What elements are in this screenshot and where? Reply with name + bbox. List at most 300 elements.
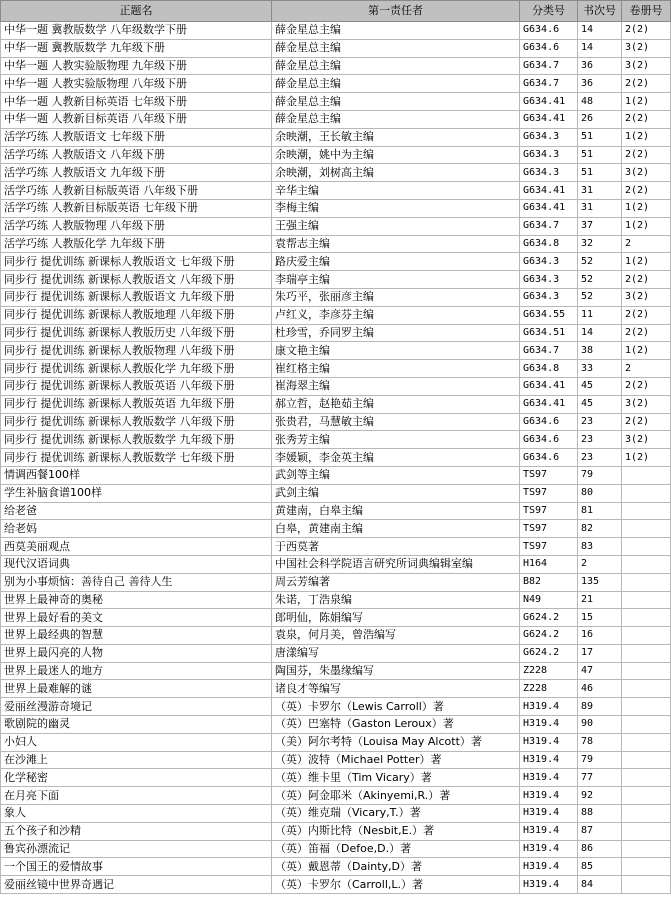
table-row [1,39,671,57]
class-number-cell: H319.4 [520,840,578,858]
table-row [1,57,671,75]
book-number-cell: 46 [578,680,622,698]
author-cell: 薛金星总主编 [272,39,520,57]
title-cell: 中华一题 人教新目标英语 七年级下册 [1,93,272,111]
class-number-cell: H319.4 [520,858,578,876]
header-author: 第一责任者 [272,1,520,22]
title-cell: 爱丽丝镜中世界奇遇记 [1,876,272,894]
table-row [1,306,671,324]
author-cell: 李梅主编 [272,199,520,217]
table-row [1,520,671,538]
class-number-cell: G634.6 [520,22,578,40]
volume-number-cell [622,662,671,680]
table-row [1,769,671,787]
class-number-cell: H164 [520,555,578,573]
book-number-cell: 88 [578,805,622,823]
volume-number-cell [622,609,671,627]
class-number-cell: G634.3 [520,288,578,306]
volume-number-cell: 2(2) [622,182,671,200]
title-cell: 同步行 提优训练 新课标人教版数学 七年级下册 [1,449,272,467]
table-row [1,733,671,751]
volume-number-cell: 3(2) [622,431,671,449]
author-cell: 崔海翠主编 [272,377,520,395]
author-cell: 白皋，黄建南主编 [272,520,520,538]
volume-number-cell: 1(2) [622,217,671,235]
author-cell: 余映潮，姚中为主编 [272,146,520,164]
class-number-cell: G624.2 [520,644,578,662]
volume-number-cell [622,698,671,716]
volume-number-cell: 1(2) [622,93,671,111]
author-cell: （英）波特（Michael Potter）著 [272,751,520,769]
title-cell: 中华一题 冀教版数学 八年级数学下册 [1,22,272,40]
header-volume-number: 卷册号 [622,1,671,22]
title-cell: 活学巧练 人教版语文 七年级下册 [1,128,272,146]
title-cell: 学生补脑食谱100样 [1,484,272,502]
table-row [1,449,671,467]
author-cell: 周云芳编著 [272,573,520,591]
volume-number-cell [622,520,671,538]
title-cell: 同步行 提优训练 新课标人教版物理 八年级下册 [1,342,272,360]
book-number-cell: 31 [578,199,622,217]
book-number-cell: 37 [578,217,622,235]
class-number-cell: H319.4 [520,769,578,787]
class-number-cell: G624.2 [520,627,578,645]
title-cell: 小妇人 [1,733,272,751]
class-number-cell: G634.7 [520,342,578,360]
table-row [1,609,671,627]
book-number-cell: 31 [578,182,622,200]
volume-number-cell [622,466,671,484]
author-cell: 康文艳主编 [272,342,520,360]
table-row [1,680,671,698]
book-number-cell: 78 [578,733,622,751]
author-cell: 张秀芳主编 [272,431,520,449]
title-cell: 活学巧练 人教新目标版英语 八年级下册 [1,182,272,200]
table-row [1,858,671,876]
book-number-cell: 80 [578,484,622,502]
table-row [1,182,671,200]
title-cell: 世界上最经典的智慧 [1,627,272,645]
title-cell: 象人 [1,805,272,823]
volume-number-cell [622,538,671,556]
book-number-cell: 15 [578,609,622,627]
volume-number-cell [622,555,671,573]
book-number-cell: 51 [578,128,622,146]
author-cell: 唐漾编写 [272,644,520,662]
volume-number-cell [622,840,671,858]
volume-number-cell [622,591,671,609]
title-cell: 世界上最难解的谜 [1,680,272,698]
title-cell: 五个孩子和沙精 [1,822,272,840]
title-cell: 一个国王的爱情故事 [1,858,272,876]
table-row [1,431,671,449]
table-row [1,555,671,573]
volume-number-cell [622,751,671,769]
book-number-cell: 14 [578,22,622,40]
book-number-cell: 86 [578,840,622,858]
class-number-cell: TS97 [520,502,578,520]
author-cell: 黄建南，白皋主编 [272,502,520,520]
table-row [1,840,671,858]
volume-number-cell [622,876,671,894]
author-cell: 陶国芬，朱墨缘编写 [272,662,520,680]
author-cell: 薛金星总主编 [272,93,520,111]
class-number-cell: TS97 [520,484,578,502]
book-number-cell: 85 [578,858,622,876]
volume-number-cell: 2(2) [622,413,671,431]
author-cell: 薛金星总主编 [272,22,520,40]
author-cell: 郎明仙，陈娟编写 [272,609,520,627]
author-cell: 王强主编 [272,217,520,235]
author-cell: 余映潮，刘树高主编 [272,164,520,182]
class-number-cell: H319.4 [520,733,578,751]
class-number-cell: G634.6 [520,449,578,467]
volume-number-cell: 2(2) [622,75,671,93]
author-cell: 诸良才等编写 [272,680,520,698]
author-cell: 朱诺，丁浩泉编 [272,591,520,609]
book-number-cell: 32 [578,235,622,253]
book-number-cell: 82 [578,520,622,538]
author-cell: 辛华主编 [272,182,520,200]
book-number-cell: 77 [578,769,622,787]
table-row [1,716,671,734]
author-cell: 袁泉，何月美，曾浩编写 [272,627,520,645]
title-cell: 给老爸 [1,502,272,520]
class-number-cell: H319.4 [520,822,578,840]
table-row [1,698,671,716]
table-row [1,288,671,306]
volume-number-cell: 2(2) [622,324,671,342]
class-number-cell: G634.6 [520,431,578,449]
book-number-cell: 45 [578,395,622,413]
class-number-cell: Z228 [520,680,578,698]
table-row [1,93,671,111]
volume-number-cell: 2 [622,360,671,378]
class-number-cell: G634.7 [520,57,578,75]
title-cell: 活学巧练 人教版语文 八年级下册 [1,146,272,164]
author-cell: （英）巴塞特（Gaston Leroux）著 [272,716,520,734]
author-cell: （英）笛福（Defoe,D.）著 [272,840,520,858]
book-number-cell: 26 [578,110,622,128]
table-row [1,502,671,520]
volume-number-cell [622,627,671,645]
title-cell: 世界上最好看的美文 [1,609,272,627]
author-cell: 郝立哲，赵艳茹主编 [272,395,520,413]
book-number-cell: 11 [578,306,622,324]
author-cell: 崔红格主编 [272,360,520,378]
table-row [1,253,671,271]
title-cell: 世界上最闪亮的人物 [1,644,272,662]
title-cell: 同步行 提优训练 新课标人教版地理 八年级下册 [1,306,272,324]
table-row [1,538,671,556]
table-row [1,110,671,128]
volume-number-cell [622,858,671,876]
class-number-cell: G634.3 [520,164,578,182]
title-cell: 中华一题 人教实验版物理 八年级下册 [1,75,272,93]
book-number-cell: 48 [578,93,622,111]
class-number-cell: G634.3 [520,128,578,146]
author-cell: 杜珍雪，乔同罗主编 [272,324,520,342]
class-number-cell: G634.41 [520,199,578,217]
table-row [1,271,671,289]
book-number-cell: 33 [578,360,622,378]
book-number-cell: 52 [578,288,622,306]
title-cell: 同步行 提优训练 新课标人教版语文 九年级下册 [1,288,272,306]
volume-number-cell: 3(2) [622,395,671,413]
title-cell: 同步行 提优训练 新课标人教版英语 八年级下册 [1,377,272,395]
table-row [1,484,671,502]
table-row [1,75,671,93]
volume-number-cell: 2(2) [622,306,671,324]
title-cell: 世界上最迷人的地方 [1,662,272,680]
table-row [1,395,671,413]
table-row [1,360,671,378]
author-cell: 余映潮，王长敏主编 [272,128,520,146]
author-cell: （英）内斯比特（Nesbit,E.）著 [272,822,520,840]
author-cell: 张贵君，马慧敏主编 [272,413,520,431]
volume-number-cell: 2(2) [622,377,671,395]
author-cell: （英）维卡里（Tim Vicary）著 [272,769,520,787]
volume-number-cell [622,716,671,734]
book-number-cell: 81 [578,502,622,520]
volume-number-cell: 3(2) [622,39,671,57]
volume-number-cell [622,644,671,662]
title-cell: 中华一题 冀教版数学 九年级下册 [1,39,272,57]
author-cell: 薛金星总主编 [272,57,520,75]
table-row [1,805,671,823]
volume-number-cell: 1(2) [622,128,671,146]
book-number-cell: 14 [578,324,622,342]
book-number-cell: 52 [578,253,622,271]
volume-number-cell: 2 [622,235,671,253]
title-cell: 中华一题 人教新目标英语 八年级下册 [1,110,272,128]
table-row [1,591,671,609]
class-number-cell: G634.8 [520,235,578,253]
table-row [1,413,671,431]
title-cell: 歌剧院的幽灵 [1,716,272,734]
book-number-cell: 89 [578,698,622,716]
book-number-cell: 83 [578,538,622,556]
book-number-cell: 87 [578,822,622,840]
book-number-cell: 36 [578,57,622,75]
title-cell: 别为小事烦恼：善待自己 善待人生 [1,573,272,591]
author-cell: 薛金星总主编 [272,110,520,128]
class-number-cell: H319.4 [520,787,578,805]
volume-number-cell [622,733,671,751]
table-row [1,787,671,805]
header-class-number: 分类号 [520,1,578,22]
author-cell: 卢红义，李彦芬主编 [272,306,520,324]
class-number-cell: G634.7 [520,217,578,235]
class-number-cell: G634.8 [520,360,578,378]
book-number-cell: 47 [578,662,622,680]
book-number-cell: 135 [578,573,622,591]
volume-number-cell: 1(2) [622,199,671,217]
volume-number-cell [622,805,671,823]
author-cell: 袁帮志主编 [272,235,520,253]
title-cell: 化学秘密 [1,769,272,787]
author-cell: （英）维克瑞（Vicary,T.）著 [272,805,520,823]
class-number-cell: G634.51 [520,324,578,342]
book-number-cell: 23 [578,431,622,449]
class-number-cell: G634.6 [520,413,578,431]
volume-number-cell [622,822,671,840]
title-cell: 现代汉语词典 [1,555,272,573]
book-number-cell: 21 [578,591,622,609]
volume-number-cell: 2(2) [622,22,671,40]
title-cell: 同步行 提优训练 新课标人教版数学 九年级下册 [1,431,272,449]
title-cell: 同步行 提优训练 新课标人教版语文 七年级下册 [1,253,272,271]
volume-number-cell [622,769,671,787]
volume-number-cell [622,573,671,591]
table-row [1,627,671,645]
class-number-cell: G634.41 [520,182,578,200]
class-number-cell: G624.2 [520,609,578,627]
title-cell: 同步行 提优训练 新课标人教版历史 八年级下册 [1,324,272,342]
title-cell: 情调西餐100样 [1,466,272,484]
book-number-cell: 16 [578,627,622,645]
table-row [1,217,671,235]
table-row [1,342,671,360]
book-number-cell: 23 [578,413,622,431]
table-row [1,751,671,769]
author-cell: （英）卡罗尔（Carroll,L.）著 [272,876,520,894]
volume-number-cell: 1(2) [622,342,671,360]
class-number-cell: H319.4 [520,698,578,716]
class-number-cell: Z228 [520,662,578,680]
volume-number-cell: 3(2) [622,164,671,182]
book-number-cell: 90 [578,716,622,734]
book-number-cell: 79 [578,466,622,484]
title-cell: 同步行 提优训练 新课标人教版数学 八年级下册 [1,413,272,431]
table-body [1,22,671,894]
class-number-cell: G634.55 [520,306,578,324]
class-number-cell: H319.4 [520,876,578,894]
author-cell: 路庆爱主编 [272,253,520,271]
book-number-cell: 52 [578,271,622,289]
book-number-cell: 79 [578,751,622,769]
author-cell: 李媛颖，李金英主编 [272,449,520,467]
class-number-cell: B82 [520,573,578,591]
author-cell: 李瑞亭主编 [272,271,520,289]
table-row [1,164,671,182]
title-cell: 世界上最神奇的奥秘 [1,591,272,609]
volume-number-cell [622,787,671,805]
title-cell: 同步行 提优训练 新课标人教版英语 九年级下册 [1,395,272,413]
table-row [1,146,671,164]
title-cell: 同步行 提优训练 新课标人教版语文 八年级下册 [1,271,272,289]
volume-number-cell: 2(2) [622,146,671,164]
table-row [1,377,671,395]
class-number-cell: N49 [520,591,578,609]
table-row [1,199,671,217]
header-book-number: 书次号 [578,1,622,22]
book-number-cell: 45 [578,377,622,395]
title-cell: 活学巧练 人教版物理 八年级下册 [1,217,272,235]
class-number-cell: G634.41 [520,395,578,413]
class-number-cell: TS97 [520,538,578,556]
class-number-cell: G634.3 [520,146,578,164]
author-cell: （美）阿尔考特（Louisa May Alcott）著 [272,733,520,751]
book-number-cell: 17 [578,644,622,662]
author-cell: 薛金星总主编 [272,75,520,93]
title-cell: 同步行 提优训练 新课标人教版化学 九年级下册 [1,360,272,378]
book-number-cell: 23 [578,449,622,467]
table-row [1,324,671,342]
author-cell: （英）卡罗尔（Lewis Carroll）著 [272,698,520,716]
volume-number-cell [622,484,671,502]
title-cell: 活学巧练 人教版化学 九年级下册 [1,235,272,253]
book-number-cell: 84 [578,876,622,894]
title-cell: 中华一题 人教实验版物理 九年级下册 [1,57,272,75]
volume-number-cell [622,502,671,520]
title-cell: 爱丽丝漫游奇境记 [1,698,272,716]
title-cell: 在沙滩上 [1,751,272,769]
book-number-cell: 92 [578,787,622,805]
table-row [1,644,671,662]
volume-number-cell: 3(2) [622,288,671,306]
class-number-cell: G634.41 [520,377,578,395]
class-number-cell: G634.41 [520,93,578,111]
table-row [1,22,671,40]
table-row [1,235,671,253]
class-number-cell: G634.3 [520,271,578,289]
volume-number-cell: 2(2) [622,271,671,289]
table-row [1,662,671,680]
class-number-cell: G634.41 [520,110,578,128]
book-number-cell: 51 [578,146,622,164]
title-cell: 给老妈 [1,520,272,538]
table-row [1,466,671,484]
volume-number-cell: 1(2) [622,253,671,271]
table-row [1,822,671,840]
table-row [1,876,671,894]
title-cell: 西莫美丽观点 [1,538,272,556]
book-number-cell: 14 [578,39,622,57]
book-number-cell: 36 [578,75,622,93]
volume-number-cell: 1(2) [622,449,671,467]
book-number-cell: 2 [578,555,622,573]
header-title: 正题名 [1,1,272,22]
title-cell: 活学巧练 人教新目标版英语 七年级下册 [1,199,272,217]
class-number-cell: TS97 [520,466,578,484]
volume-number-cell: 2(2) [622,110,671,128]
author-cell: （英）阿金耶米（Akinyemi,R.）著 [272,787,520,805]
header-row [1,1,671,22]
volume-number-cell: 3(2) [622,57,671,75]
author-cell: 武剑主编 [272,484,520,502]
class-number-cell: H319.4 [520,805,578,823]
title-cell: 活学巧练 人教版语文 九年级下册 [1,164,272,182]
author-cell: 武剑等主编 [272,466,520,484]
author-cell: （英）戴恩蒂（Dainty,D）著 [272,858,520,876]
class-number-cell: G634.7 [520,75,578,93]
class-number-cell: H319.4 [520,751,578,769]
table-row [1,128,671,146]
class-number-cell: TS97 [520,520,578,538]
class-number-cell: G634.6 [520,39,578,57]
author-cell: 中国社会科学院语言研究所词典编辑室编 [272,555,520,573]
class-number-cell: H319.4 [520,716,578,734]
book-number-cell: 38 [578,342,622,360]
table-row [1,573,671,591]
title-cell: 鲁宾孙漂流记 [1,840,272,858]
class-number-cell: G634.3 [520,253,578,271]
title-cell: 在月亮下面 [1,787,272,805]
volume-number-cell [622,680,671,698]
author-cell: 朱巧平，张丽彦主编 [272,288,520,306]
book-number-cell: 51 [578,164,622,182]
